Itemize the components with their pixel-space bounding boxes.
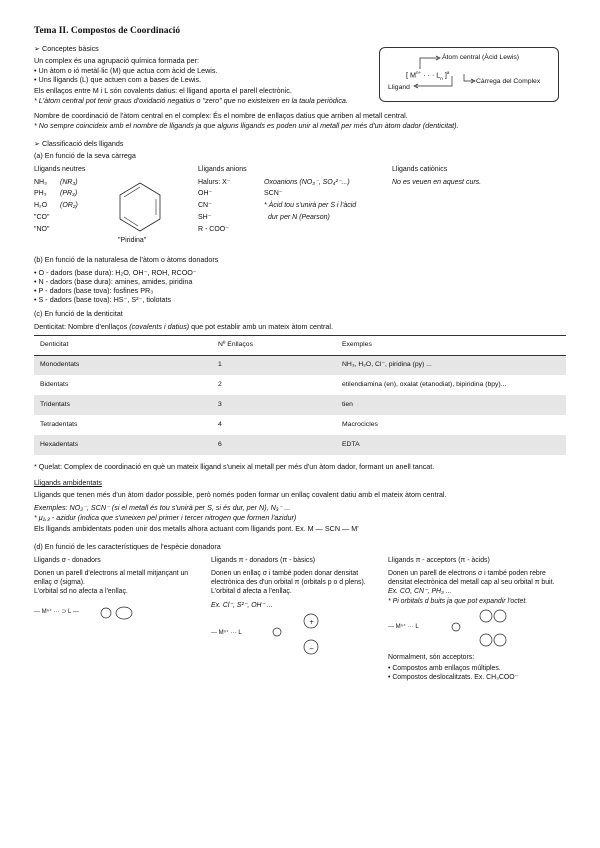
complex-formula: [ $M^{n+}$ · · · $L_n$ ]$^a$ [406, 70, 450, 81]
classification-heading: ➢ Classificació dels lligands [34, 138, 124, 148]
donor-type-columns [34, 557, 566, 684]
cationic-ligands [392, 166, 562, 246]
pi-acceptor-head: Lligands π - acceptors (π - àcids) [388, 557, 490, 565]
table-row: Monodentats 1 NH₃, H₂O, Cl⁻, piridina (py) ... [34, 355, 566, 375]
pi-donor-examples: Ex. Cl⁻, S²⁻, OH⁻ ... [211, 601, 273, 609]
pi-acceptor-orbital-icon [442, 608, 512, 650]
pi-acceptor-examples: Ex. CO, CN⁻, PH₃ ... [388, 588, 452, 596]
donor-species-heading: (d) En funció de les característiques de l'espècie donadora [34, 542, 221, 552]
donor-list [34, 268, 566, 304]
basics-intro: Un complex és una agrupació química formada per: [34, 55, 200, 65]
ambidentate-examples: Exemples: NO₂⁻, SCN⁻ (si el metall és tou s'unirà per S, si és dur, per N), N₃⁻ ... [34, 503, 291, 513]
pi-donor-column [211, 557, 388, 684]
neutral-ligands: Lligands neutres NH₃ (NR₃) PH₃ (PR₃) H₂O (OR₂) "CO" "NO" "Piridina" [34, 166, 198, 246]
complex-notation-diagram [379, 47, 559, 102]
pi-donor-orbital-diagram: --- Mⁿ⁺ ··· L + − [211, 612, 382, 658]
list-item: • Compostos amb enllaços múltiples. [388, 665, 558, 674]
neutral-head: Lligands neutres [34, 165, 86, 173]
table-row: Bidentats 2 etilendiamina (en), oxalat (etanodiat), bipiridina (bpy)... [40, 381, 507, 389]
pi-acceptor-text: Donen un parell de electrons σ i també poden rebre densitat electrònica del metall cap al seu orbital π buit. [388, 569, 555, 586]
table-row: Tridentats 3 tien [34, 395, 566, 415]
donor-nature-heading: (b) En funció de la naturalesa de l'àtom o àtoms donadors [34, 255, 219, 265]
sigma-text2: L'orbital sd no afecta a l'enllaç. [34, 588, 128, 596]
list-item: • Un àtom o ió metàl·lic (M) que actua com àcid de Lewis. [34, 66, 566, 75]
ambidentate-heading: Lligands ambidentats [34, 478, 102, 488]
col-header: Exemples [336, 336, 566, 355]
pi-acceptor-orbital-diagram: --- Mⁿ⁺ ··· L [388, 608, 558, 650]
col-header: Denticitat [34, 336, 212, 355]
ambidentate-definition: Lligands que tenen més d'un àtom dador possible, però només poden formar un enllaç covalent datiu amb el mateix àtom central. [34, 490, 447, 500]
table-header-row [34, 336, 566, 355]
list-item: • S - dadors (base tova): HS⁻, S²⁻, tiolotats [34, 295, 566, 304]
pyridine-label: "Piridina" [118, 236, 147, 244]
note-oxidation: * L'àtom central pot tenir graus d'oxidació negatius o "zero" que no existeixen en la taula periòdica. [34, 95, 348, 105]
sigma-orbital-icon [94, 603, 144, 623]
pi-donor-text: Donen un enllaç σ i també poden donar densitat electrònica des d'un orbital π (orbitals p o d plens). [211, 569, 366, 586]
sigma-text: Donen un parell d'electrons al metall mitjançant un enllaç σ (sigma). [34, 569, 189, 586]
anionic-ligands: Lligands anions Halurs: X⁻ OH⁻ CN⁻ SH⁻ R - COO⁻ Oxoanions (NO₃⁻, SO₄²⁻...) SCN⁻ * Àcid tou s'unirà per S i l'àcid dur per N (Pearson) [198, 166, 392, 246]
note-denticity: * No sempre coincideix amb el nombre de lligands ja que alguns lligands es poden unir al metall per més d'un àtom dador (denticitat). [34, 120, 459, 130]
denticity-definition: Denticitat: Nombre d'enllaços (covalents i datius) que pot establir amb un mateix àtom central. [34, 322, 334, 332]
denticity-heading: (c) En funció de la denticitat [34, 309, 123, 319]
list-item: • P - dadors (base tova): fosfines PR₃ [34, 286, 566, 295]
sigma-head: Lligands σ - donadors [34, 557, 101, 565]
table-row: Tetradentats 4 Macrocicles [40, 421, 378, 429]
azide-note: * μ₁,₃ - azidur (indica que s'uneixen pel primer i tercer nitrogen que formen l'azidur) [34, 513, 297, 523]
pi-acceptor-column [388, 557, 564, 684]
cationic-head: Lligands catiònics [392, 165, 448, 173]
denticity-table [34, 335, 566, 455]
svg-text:+: + [309, 619, 315, 627]
svg-text:−: − [309, 645, 315, 653]
charge-label: Càrrega del Complex [476, 78, 541, 85]
bonds-text: Els enllaços entre M i L són covalents datius: el lligand aporta el parell electrònic. [34, 85, 292, 95]
list-item: • Compostos deslocalitzats. Ex. CH₃COO⁻ [388, 674, 558, 683]
col-header: Nº Enllaços [212, 336, 336, 355]
pyridine-ring-icon [110, 179, 170, 237]
chelate-note: * Quelat: Complex de coordinació en què un mateix lligand s'uneix al metall per més d'un àtom dador, formant un anell tancat. [34, 462, 435, 472]
table-row: Hexadentats 6 EDTA [34, 435, 566, 455]
basics-heading: ➢ Conceptes bàsics [34, 43, 99, 53]
list-item: • O - dadors (base dura): H₂O, OH⁻, ROH, RCOO⁻ [34, 268, 566, 277]
pi-donor-text2: L'orbital d afecta a l'enllaç. [211, 588, 292, 596]
pi-donor-head: Lligands π - donadors (π - bàsics) [211, 557, 316, 565]
sigma-donor-column [34, 557, 211, 684]
anionic-head: Lligands anions [198, 165, 247, 173]
acceptors-intro: Normalment, són acceptors: [388, 654, 475, 662]
page-title: Tema II. Compostos de Coordinació [34, 26, 181, 36]
list-item: • Uns lligands (L) que actuen com a bases de Lewis. [34, 75, 566, 84]
diagram-arrows [380, 48, 560, 103]
list-item: • N - dadors (base dura): amines, amides, piridina [34, 277, 566, 286]
coordination-number-text: Nombre de coordinació de l'àtom central en el complex: És el nombre de enllaços datius que arriben al metall central. [34, 110, 408, 120]
acceptors-list [388, 665, 558, 682]
ligand-charge-grid [34, 166, 566, 246]
cationic-text: No es veuen en aquest curs. [392, 178, 482, 186]
pi-acceptor-note: * Pi orbitals d buits ja que pot expandir l'octet. [388, 597, 528, 605]
central-atom-label: Àtom central (Àcid Lewis) [442, 54, 520, 61]
pi-donor-orbital-icon [263, 612, 333, 658]
ligand-label: Lligand [388, 84, 410, 91]
bridge-text: Els lligands ambidentats poden unir dos metalls alhora actuant com lligands pont. Ex. M — SCN — M' [34, 524, 359, 534]
charge-heading: (a) En funció de la seva càrrega [34, 150, 136, 160]
sigma-orbital-diagram: --- Mⁿ⁺ ··· ⊃ L --- [34, 601, 205, 625]
